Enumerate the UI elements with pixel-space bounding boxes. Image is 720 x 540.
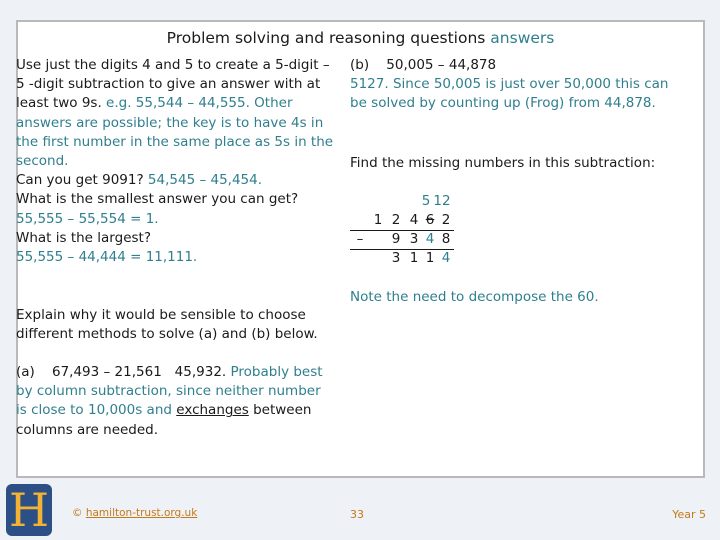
minuend-row <box>350 211 470 230</box>
q4-answer: 55,555 – 44,444 = 11,111. <box>16 249 198 266</box>
crossed-digit: 6 <box>425 212 435 228</box>
digit: 3 <box>409 231 419 247</box>
digit: 1 <box>409 250 419 266</box>
title-highlight: answers <box>490 29 555 47</box>
carry-digit: 5 <box>421 193 431 209</box>
digit: 3 <box>391 250 401 266</box>
page-number: 33 <box>350 508 364 521</box>
page-title <box>18 29 703 47</box>
carry-digit: 12 <box>433 193 451 209</box>
part-a-answer-end: between columns are needed. <box>16 402 312 438</box>
digit: 9 <box>391 231 401 247</box>
missing-digit: 4 <box>425 231 435 247</box>
digit: 1 <box>425 250 435 266</box>
part-b-label: (b) <box>350 57 370 73</box>
part-a-question: 67,493 – 21,561 <box>51 364 162 380</box>
minus-sign: – <box>356 231 364 247</box>
subtraction-prompt: Find the missing numbers in this subtraction: <box>350 155 656 171</box>
copyright-symbol: © <box>72 507 83 519</box>
q2-text: Can you get 9091? <box>16 172 144 189</box>
digit: 4 <box>409 212 419 228</box>
part-b <box>350 56 682 114</box>
q3-text: What is the smallest answer you can get? <box>16 191 299 208</box>
website-link[interactable]: hamilton-trust.org.uk <box>85 507 198 519</box>
q2-answer: 54,545 – 45,454. <box>147 172 263 189</box>
digit: 2 <box>391 212 401 228</box>
part-a-underlined: exchanges <box>176 402 249 419</box>
q1-answer: e.g. 55,544 – 44,555. Other answers are possible; the key is to have 4s in the first number in the same place as 5s in the second. <box>16 95 334 170</box>
q4-text: What is the largest? <box>16 229 151 246</box>
left-questions <box>16 56 334 267</box>
subtrahend-row <box>350 230 470 249</box>
digit: 1 <box>373 212 383 228</box>
part-a-result: 45,932. <box>174 364 227 380</box>
year-label: Year 5 <box>672 508 706 521</box>
part-b-answer: 5127. Since 50,005 is just over 50,000 this can be solved by counting up (Frog) from 44,878. <box>350 76 669 112</box>
carry-row <box>350 192 470 211</box>
q1-text: Use just the digits 4 and 5 to create a 5-digit – 5 -digit subtraction to give an answer with at least two 9s. <box>16 57 330 112</box>
subtraction-grid <box>350 192 470 268</box>
part-a-answer: Probably best by column subtraction, since neither number is close to 10,000s and <box>16 364 323 419</box>
hamilton-logo: H <box>6 484 52 536</box>
missing-digit: 4 <box>441 250 451 266</box>
digit: 2 <box>441 212 451 228</box>
part-a-label: (a) <box>16 364 35 380</box>
digit: 8 <box>441 231 451 247</box>
difference-row <box>350 249 470 268</box>
part-b-question: 50,005 – 44,878 <box>386 57 497 73</box>
title-text: Problem solving and reasoning questions <box>166 29 486 47</box>
copyright-notice <box>72 507 197 519</box>
explain-text: Explain why it would be sensible to choose different methods to solve (a) and (b) below. <box>16 307 318 343</box>
part-a <box>16 363 334 440</box>
decompose-note: Note the need to decompose the 60. <box>350 289 599 305</box>
q3-answer: 55,555 – 55,554 = 1. <box>16 210 159 227</box>
